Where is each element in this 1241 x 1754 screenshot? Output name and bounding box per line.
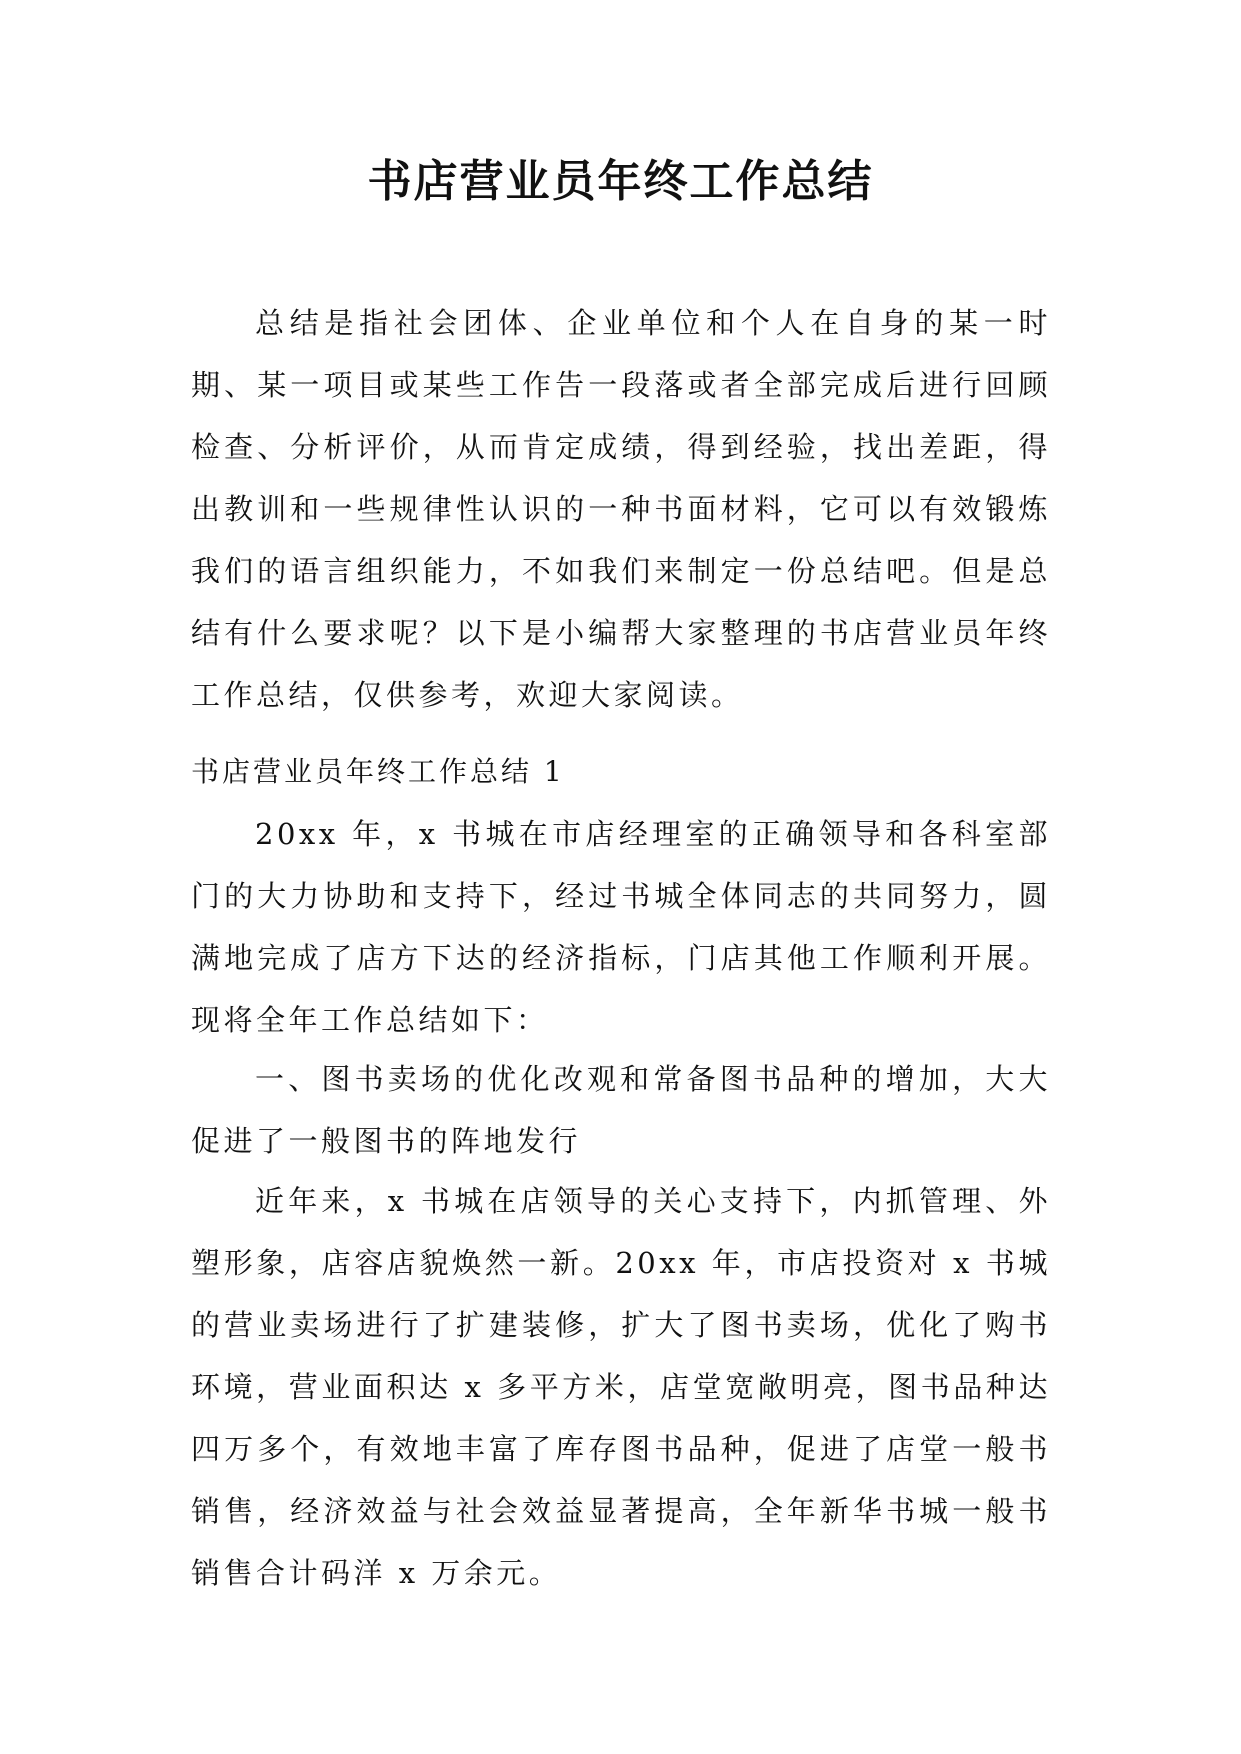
- intro-paragraph: 总结是指社会团体、企业单位和个人在自身的某一时期、某一项目或某些工作告一段落或者全部完成后进行回顾检查、分析评价，从而肯定成绩，得到经验，找出差距，得出教训和一些规律性认识的一种书面材料，它可以有效锻炼我们的语言组织能力，不如我们来制定一份总结吧。但是总结有什么要求呢？以下是小编帮大家整理的书店营业员年终工作总结，仅供参考，欢迎大家阅读。: [191, 306, 1051, 712]
- section-heading: 书店营业员年终工作总结 1: [191, 755, 565, 788]
- subsection-heading: 一、图书卖场的优化改观和常备图书品种的增加，大大促进了一般图书的阵地发行: [191, 1062, 1051, 1158]
- body-paragraph: 20xx 年，x 书城在市店经理室的正确领导和各科室部门的大力协助和支持下，经过书城全体同志的共同努力，圆满地完成了店方下达的经济指标，门店其他工作顺利开展。现将全年工作总结如下：: [191, 817, 1051, 1037]
- body-paragraph: 近年来，x 书城在店领导的关心支持下，内抓管理、外塑形象，店容店貌焕然一新。20xx 年，市店投资对 x 书城的营业卖场进行了扩建装修，扩大了图书卖场，优化了购书环境，营业面积达 x 多平方米，店堂宽敞明亮，图书品种达四万多个，有效地丰富了库存图书品种，促进了店堂一般书销售，经济效益与社会效益显著提高，全年新华书城一般书销售合计码洋 x 万余元。: [191, 1184, 1051, 1590]
- document-title: 书店营业员年终工作总结: [367, 156, 874, 207]
